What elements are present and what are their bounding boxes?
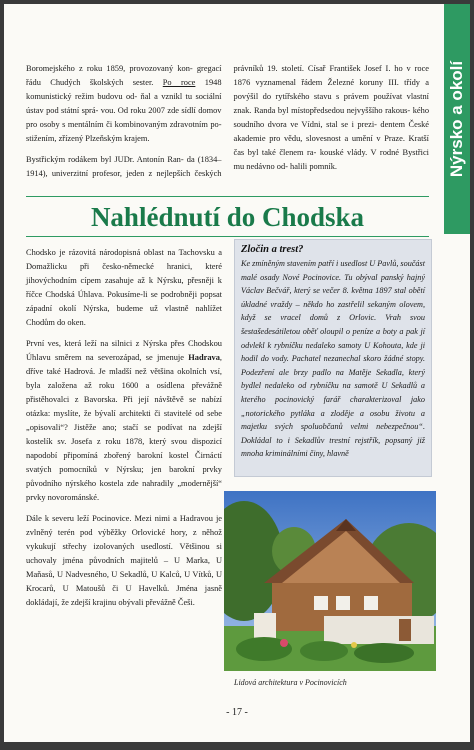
paragraph-pocinovice: Dále k severu leží Pocinovice. Mezi nimi a Hadravou je zvlněný terén pod výběžky Orlovické hory, z něhož vykukují střechy izolovaných usedlostí. Většinou si uchovaly jména původních majitelů – U Marka, U Maňasů, U Nadvesného, U Sekadlů, U Kalců, U Vítků, U Krocarů, U Matoušů či U Havelků. Jména jasně dokládají, že zdejší krajinu obývali převážně Češi. bbox=[26, 514, 222, 607]
house-photo bbox=[224, 491, 436, 671]
sidebar-box bbox=[234, 239, 432, 477]
book-page bbox=[4, 4, 470, 742]
section-tab-label: Nýrsko a okolí bbox=[447, 60, 466, 178]
paragraph-hadrava: První ves, která leží na silnici z Nýrska přes Chodskou Úhlavu směrem na severozápad, se jmenuje Hadrava, dříve také Hadrová. Je mladší než většina okolních vsí, byla založena až roku 1600 a osídlena převážně přistěhovalci z Bavorska. Při její návštěvě se nabízí otázka: myslíte, že bývalí architekti či stavitelé od sebe „opisovali“? Jistěže ano; stačí se podívat na zdejší kostelík sv. Josefa z roku 1878, který svou dispozicí napodobí připomíná zbořený barokní kostel Čirnáctí svatých pomocníků v Nýrsku; jen barokní prvky původního nýrského kostela zde nahradily „modernější“ prvky novorománské. bbox=[26, 339, 222, 502]
divider-bottom bbox=[26, 236, 429, 237]
section-tab bbox=[444, 4, 470, 234]
paragraph-chodsko: Chodsko je rázovitá národopisná oblast na Tachovsku a Domažlicku při česko-německé hranici, které jihovýchodním cípem zasahuje až k Nýrsku, přesněji k říčce Chodská Úhlava. Pokusíme-li se podrobněji popsat západní okolí Nýrska, budeme už vlastně nahlížet Chodům do oken. bbox=[26, 248, 222, 327]
divider-top bbox=[26, 196, 429, 197]
intro-text bbox=[26, 62, 429, 181]
sidebar-title: Zločin a trest? bbox=[241, 244, 304, 255]
house-photo-image bbox=[224, 491, 436, 671]
main-column bbox=[26, 246, 222, 617]
photo-caption: Lidová architektura v Pocinovicích bbox=[234, 678, 347, 687]
intro-paragraph-2: Bystřickým rodákem byl JUDr. Antonín Ran- da (1834–1914), univerzitní profesor, jeden z nejlepších českých právníků 19. století. Císař František Josef I. ho v roce 1876 vyznamenal řádem Železné koruny III. třídy a povýšil do rytířského stavu s právem používat vlastní znak. Randa byl místopředsedou nejvyššího rakous- kého soudního dvora ve Vídni, stal se i prezi- dentem České akademie pro vědu, slovesnost a umění v Praze. Kratší čas byl také členem ra- kouské vlády. V rodné Bystřici mu nedávno od- halili pomník. bbox=[26, 64, 430, 178]
section-heading: Nahlédnutí do Chodska bbox=[90, 202, 365, 232]
page-number: - 17 - bbox=[226, 707, 248, 718]
intro-paragraph-1: Boromejského z roku 1859, provozovaný kon- gregací řádu Chudých školských sester. Po roce 1948 komunistický režim budovu od- ňal a vznikl tu sociální ústav pod státní sprá- vou. Od roku 2007 zde sídlí domov pro osoby s mentálním či kombinovaným zdravotním po- stižením, zřízený Plzeňským krajem. bbox=[26, 64, 222, 143]
place-name-hadrava: Hadrava bbox=[188, 353, 220, 362]
sidebar-text: Ke zmíněným stavením patří i usedlost U Pavlů, součást malé osady Nové Pocinovice. Tu obýval panský hajný Václav Bečvář, který se večer 8. května 1897 stal obětí úkladné vraždy – někdo ho zastřelil sekaným olovem, když se vracel domů z Orlovic. Vrah svou šestašedesátiletou oběť oloupil o peníze a boty a pak jí odvlekl k rybníčku nedaleko samoty U Kohouta, kde ji hodil do vody. Pachatel nezanechal skoro žádné stopy. Podezření ale brzy padlo na Matěje Sekadla, který bydlel nedaleko od rybníčku na samotě U Sekadlů a kterého pocinovický farář charakterizoval jako „notorického pytláka a zloděje a osobu životu a majetku svých spoluobčanů velmi nebezpečnou“. Dokládal to i Sekadlův trestní rejstřík, popsaný již mnoha kriminálními činy, hlavně bbox=[241, 259, 425, 459]
